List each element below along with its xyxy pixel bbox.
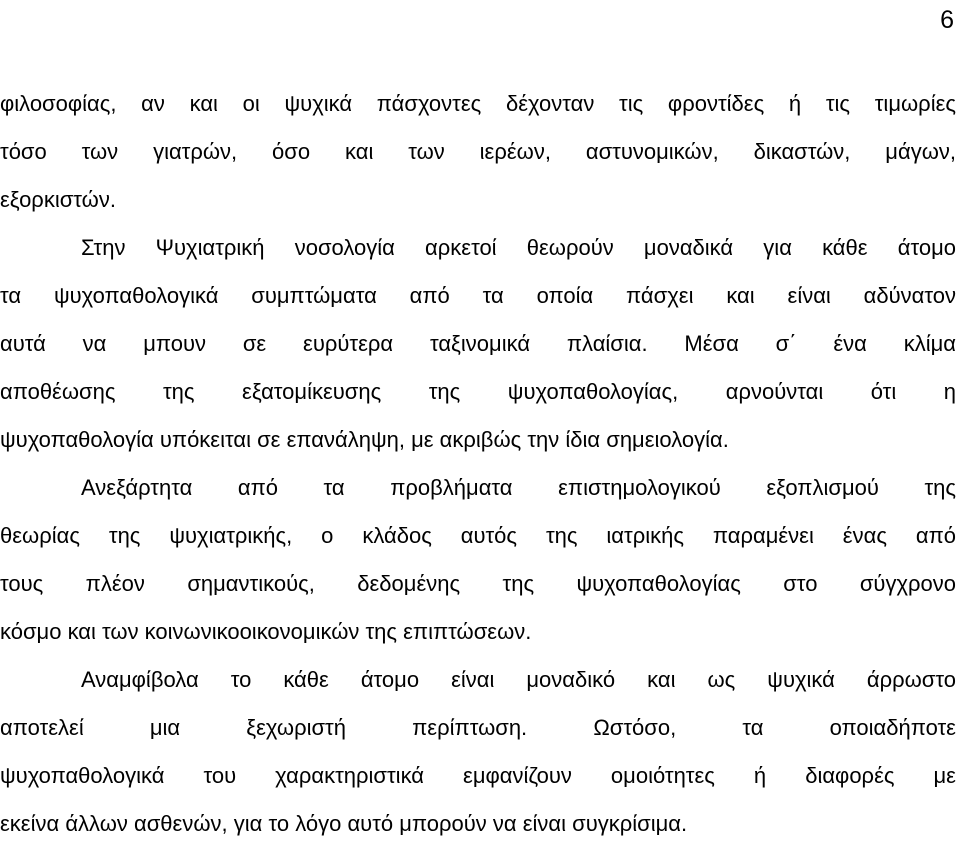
page-number: 6	[940, 6, 954, 34]
text-line: ψυχοπαθολογικά του χαρακτηριστικά εμφανίζουν ομοιότητες ή διαφορές με	[0, 763, 956, 788]
text-line: αποτελεί μια ξεχωριστή περίπτωση. Ωστόσο, τα οποιαδήποτε	[0, 715, 956, 740]
text-line: εξορκιστών.	[0, 187, 116, 212]
text-line: τόσο των γιατρών, όσο και των ιερέων, αστυνομικών, δικαστών, μάγων,	[0, 139, 956, 164]
text-line: τα ψυχοπαθολογικά συμπτώματα από τα οποία πάσχει και είναι αδύνατον	[0, 283, 956, 308]
text-line: αποθέωσης της εξατομίκευσης της ψυχοπαθολογίας, αρνούνται ότι η	[0, 379, 956, 404]
paragraph-first-line: Αναμφίβολα το κάθε άτομο είναι μοναδικό και ως ψυχικά άρρωστο	[81, 667, 956, 692]
body-text	[0, 80, 956, 848]
text-line: αυτά να μπουν σε ευρύτερα ταξινομικά πλαίσια. Μέσα σ΄ ένα κλίμα	[0, 331, 956, 356]
text-line: εκείνα άλλων ασθενών, για το λόγο αυτό μπορούν να είναι συγκρίσιμα.	[0, 811, 688, 836]
paragraph-first-line: Στην Ψυχιατρική νοσολογία αρκετοί θεωρούν μοναδικά για κάθε άτομο	[81, 235, 956, 260]
paragraph-first-line: Ανεξάρτητα από τα προβλήματα επιστημολογικού εξοπλισμού της	[81, 475, 956, 500]
text-line: τους πλέον σημαντικούς, δεδομένης της ψυχοπαθολογίας στο σύγχρονο	[0, 571, 956, 596]
text-line: θεωρίας της ψυχιατρικής, ο κλάδος αυτός της ιατρικής παραμένει ένας από	[0, 523, 956, 548]
text-line: ψυχοπαθολογία υπόκειται σε επανάληψη, με ακριβώς την ίδια σημειολογία.	[0, 427, 729, 452]
text-line: κόσμο και των κοινωνικοοικονομικών της επιπτώσεων.	[0, 619, 532, 644]
text-line: φιλοσοφίας, αν και οι ψυχικά πάσχοντες δέχονταν τις φροντίδες ή τις τιμωρίες	[0, 91, 956, 116]
